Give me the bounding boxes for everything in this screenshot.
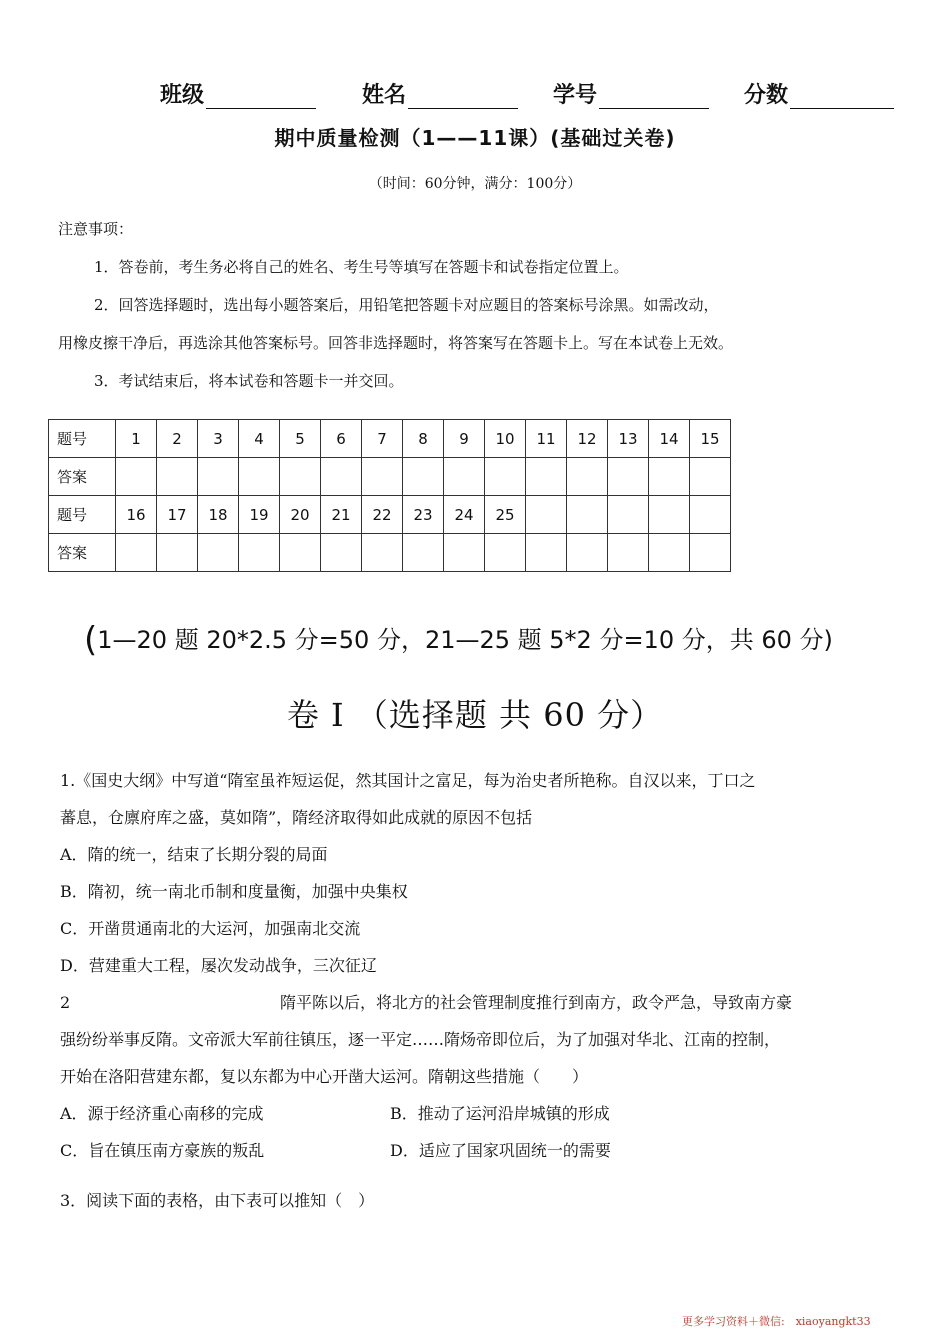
- answer-cell[interactable]: [198, 534, 239, 572]
- answer-table-number-row: [49, 420, 731, 458]
- answer-cell[interactable]: [649, 458, 690, 496]
- option-b[interactable]: B．推动了运河沿岸城镇的形成: [390, 1104, 610, 1123]
- option-d[interactable]: D．营建重大工程，屡次发动战争，三次征辽: [60, 956, 377, 975]
- question-number-cell: 11: [526, 420, 567, 458]
- note-item: 2．回答选择题时，选出每小题答案后，用铅笔把答题卡对应题目的答案标号涂黑。如需改动，: [94, 296, 719, 314]
- answer-cell[interactable]: [526, 534, 567, 572]
- name-field[interactable]: [362, 78, 518, 109]
- option-c[interactable]: C．旨在镇压南方豪族的叛乱: [60, 1141, 265, 1160]
- answer-cell[interactable]: [116, 534, 157, 572]
- question-3: [60, 1182, 894, 1219]
- note-item: 用橡皮擦干净后，再选涂其他答案标号。回答非选择题时，将答案写在答题卡上。写在本试卷上无效。: [58, 334, 734, 352]
- question-number-cell: [526, 496, 567, 534]
- name-label: 姓名: [362, 83, 407, 108]
- question-number-cell: [608, 496, 649, 534]
- answer-cell[interactable]: [362, 458, 403, 496]
- score-field[interactable]: [744, 78, 894, 109]
- answer-cell[interactable]: [567, 458, 608, 496]
- question-number-cell: 19: [239, 496, 280, 534]
- option-a[interactable]: A．源于经济重心南移的完成: [60, 1104, 264, 1123]
- question-stem: 隋平陈以后，将北方的社会管理制度推行到南方，政令严急，导致南方豪: [280, 993, 793, 1012]
- question-number-cell: 4: [239, 420, 280, 458]
- question-number-cell: 22: [362, 496, 403, 534]
- answer-table: [48, 419, 731, 572]
- question-number-cell: 3: [198, 420, 239, 458]
- question-number-cell: [649, 496, 690, 534]
- question-number-cell: 23: [403, 496, 444, 534]
- option-d[interactable]: D．适应了国家巩固统一的需要: [390, 1141, 611, 1160]
- score-blank[interactable]: [790, 86, 894, 109]
- answer-cell[interactable]: [157, 458, 198, 496]
- question-number-cell: [690, 496, 731, 534]
- answer-cell[interactable]: [321, 458, 362, 496]
- answer-cell[interactable]: [608, 458, 649, 496]
- note-item: 1．答卷前，考生务必将自己的姓名、考生号等填写在答题卡和试卷指定位置上。: [94, 258, 629, 276]
- notes-section: [58, 210, 898, 400]
- row-label: 题号: [49, 420, 116, 458]
- student-number-field[interactable]: [553, 78, 709, 109]
- row-label: 答案: [49, 458, 116, 496]
- question-number-cell: [567, 496, 608, 534]
- question-number-cell: 16: [116, 496, 157, 534]
- answer-cell[interactable]: [239, 458, 280, 496]
- answer-cell[interactable]: [239, 534, 280, 572]
- student-info-header: [160, 78, 900, 108]
- answer-cell[interactable]: [608, 534, 649, 572]
- question-number-cell: 24: [444, 496, 485, 534]
- option-b[interactable]: B．隋初，统一南北币制和度量衡，加强中央集权: [60, 882, 408, 901]
- question-stem: 3．阅读下面的表格，由下表可以推知（ ）: [60, 1191, 375, 1210]
- question-number-cell: 17: [157, 496, 198, 534]
- question-number-cell: 18: [198, 496, 239, 534]
- class-label: 班级: [160, 83, 205, 108]
- answer-table-number-row: [49, 496, 731, 534]
- scoring-rule: [84, 620, 884, 660]
- question-number-cell: 7: [362, 420, 403, 458]
- question-number-cell: 5: [280, 420, 321, 458]
- answer-cell[interactable]: [157, 534, 198, 572]
- score-label: 分数: [744, 83, 789, 108]
- answer-cell[interactable]: [690, 534, 731, 572]
- question-number: 2: [60, 993, 71, 1012]
- answer-cell[interactable]: [116, 458, 157, 496]
- question-number-cell: 14: [649, 420, 690, 458]
- name-blank[interactable]: [408, 86, 518, 109]
- answer-cell[interactable]: [362, 534, 403, 572]
- option-row: [60, 1095, 894, 1132]
- section-title: 卷 I （选择题 共 60 分）: [286, 696, 664, 734]
- exam-subtitle: （时间：60分钟，满分：100分）: [368, 176, 582, 192]
- option-row: [60, 1132, 894, 1169]
- question-1: [60, 762, 894, 984]
- answer-cell[interactable]: [485, 534, 526, 572]
- question-stem: 蕃息，仓廪府库之盛，莫如隋”，隋经济取得如此成就的原因不包括: [60, 808, 533, 827]
- answer-cell[interactable]: [649, 534, 690, 572]
- question-number-cell: 25: [485, 496, 526, 534]
- scoring-open-paren: (: [84, 620, 98, 660]
- row-label: 答案: [49, 534, 116, 572]
- question-number-cell: 10: [485, 420, 526, 458]
- answer-cell[interactable]: [403, 534, 444, 572]
- footer-watermark: 更多学习资料＋微信: xiaoyangkt33: [682, 1315, 871, 1328]
- answer-cell[interactable]: [321, 534, 362, 572]
- answer-cell[interactable]: [567, 534, 608, 572]
- answer-cell[interactable]: [403, 458, 444, 496]
- answer-cell[interactable]: [485, 458, 526, 496]
- class-field[interactable]: [160, 78, 316, 109]
- question-number-cell: 1: [116, 420, 157, 458]
- answer-cell[interactable]: [280, 458, 321, 496]
- question-stem: 1.《国史大纲》中写道“隋室虽祚短运促，然其国计之富足，每为治史者所艳称。自汉以来，丁口之: [60, 771, 756, 790]
- answer-cell[interactable]: [198, 458, 239, 496]
- scoring-text: 1—20 题 20*2.5 分=50 分，21—25 题 5*2 分=10 分，共 60 分): [97, 626, 833, 654]
- question-number-cell: 15: [690, 420, 731, 458]
- student-number-blank[interactable]: [599, 86, 709, 109]
- exam-title: 期中质量检测（1——11课）(基础过关卷): [274, 126, 676, 150]
- answer-cell[interactable]: [526, 458, 567, 496]
- note-item: 3．考试结束后，将本试卷和答题卡一并交回。: [94, 372, 404, 390]
- answer-table-answer-row: [49, 458, 731, 496]
- option-a[interactable]: A．隋的统一，结束了长期分裂的局面: [60, 845, 328, 864]
- option-c[interactable]: C．开凿贯通南北的大运河，加强南北交流: [60, 919, 361, 938]
- question-number-cell: 2: [157, 420, 198, 458]
- answer-cell[interactable]: [444, 534, 485, 572]
- question-number-cell: 9: [444, 420, 485, 458]
- question-stem-first-line: [60, 984, 894, 1021]
- question-stem: 强纷纷举事反隋。文帝派大军前往镇压，逐一平定……隋炀帝即位后，为了加强对华北、江南的控制，: [60, 1030, 781, 1049]
- answer-table-answer-row: [49, 534, 731, 572]
- class-blank[interactable]: [206, 86, 316, 109]
- question-number-cell: 8: [403, 420, 444, 458]
- notes-heading: 注意事项：: [58, 220, 134, 238]
- question-number-cell: 13: [608, 420, 649, 458]
- answer-cell[interactable]: [690, 458, 731, 496]
- row-label: 题号: [49, 496, 116, 534]
- question-number-cell: 12: [567, 420, 608, 458]
- student-number-label: 学号: [553, 83, 598, 108]
- answer-cell[interactable]: [444, 458, 485, 496]
- answer-cell[interactable]: [280, 534, 321, 572]
- question-number-cell: 6: [321, 420, 362, 458]
- question-2: [60, 984, 894, 1169]
- question-number-cell: 21: [321, 496, 362, 534]
- question-stem: 开始在洛阳营建东都，复以东都为中心开凿大运河。隋朝这些措施（ ）: [60, 1067, 589, 1086]
- question-number-cell: 20: [280, 496, 321, 534]
